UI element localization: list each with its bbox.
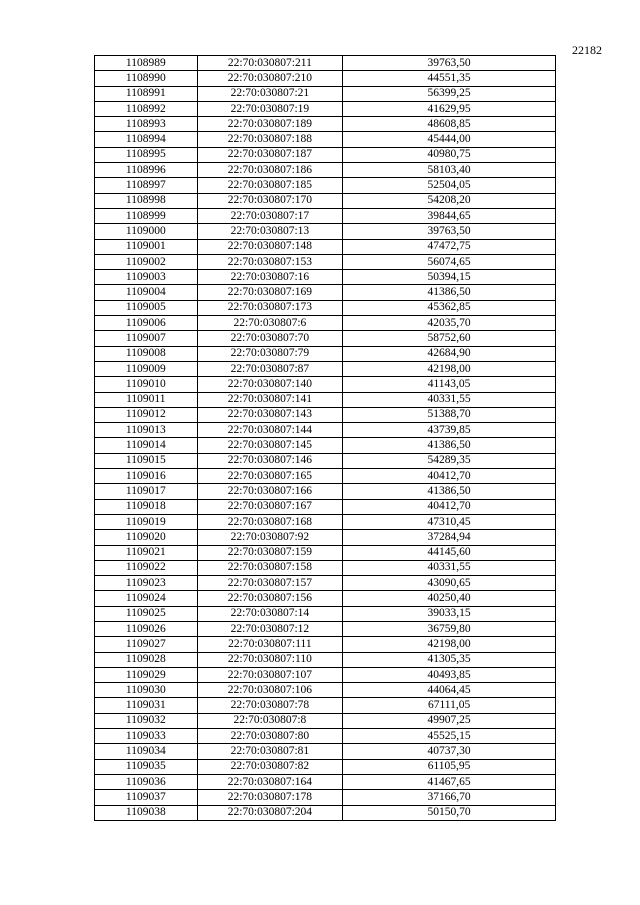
cadastral-number-cell: 22:70:030807:80 xyxy=(197,729,343,744)
table-row xyxy=(95,270,556,285)
cadastral-number-cell: 22:70:030807:156 xyxy=(197,591,343,606)
row-number-cell: 1108992 xyxy=(95,101,198,116)
cadastral-number-cell: 22:70:030807:211 xyxy=(197,56,343,71)
table-row xyxy=(95,377,556,392)
table-row xyxy=(95,300,556,315)
cadastral-number-cell: 22:70:030807:153 xyxy=(197,254,343,269)
value-cell: 41386,50 xyxy=(343,484,556,499)
table-row xyxy=(95,193,556,208)
row-number-cell: 1108998 xyxy=(95,193,198,208)
cadastral-table xyxy=(94,55,556,821)
cadastral-number-cell: 22:70:030807:82 xyxy=(197,759,343,774)
value-cell: 67111,05 xyxy=(343,698,556,713)
value-cell: 40331,55 xyxy=(343,392,556,407)
value-cell: 45444,00 xyxy=(343,132,556,147)
cadastral-number-cell: 22:70:030807:148 xyxy=(197,239,343,254)
cadastral-number-cell: 22:70:030807:19 xyxy=(197,101,343,116)
row-number-cell: 1109003 xyxy=(95,270,198,285)
cadastral-number-cell: 22:70:030807:78 xyxy=(197,698,343,713)
table-row xyxy=(95,576,556,591)
value-cell: 50394,15 xyxy=(343,270,556,285)
value-cell: 54289,35 xyxy=(343,453,556,468)
table-row xyxy=(95,713,556,728)
cadastral-number-cell: 22:70:030807:188 xyxy=(197,132,343,147)
cadastral-number-cell: 22:70:030807:170 xyxy=(197,193,343,208)
table-row xyxy=(95,407,556,422)
value-cell: 40980,75 xyxy=(343,147,556,162)
row-number-cell: 1108999 xyxy=(95,208,198,223)
value-cell: 44551,35 xyxy=(343,71,556,86)
value-cell: 50150,70 xyxy=(343,805,556,820)
table-row xyxy=(95,117,556,132)
table-row xyxy=(95,254,556,269)
value-cell: 43090,65 xyxy=(343,576,556,591)
value-cell: 41305,35 xyxy=(343,652,556,667)
row-number-cell: 1109018 xyxy=(95,499,198,514)
table-row xyxy=(95,285,556,300)
cadastral-number-cell: 22:70:030807:21 xyxy=(197,86,343,101)
table-row xyxy=(95,621,556,636)
cadastral-number-cell: 22:70:030807:187 xyxy=(197,147,343,162)
table-row xyxy=(95,361,556,376)
table-row xyxy=(95,469,556,484)
row-number-cell: 1109004 xyxy=(95,285,198,300)
row-number-cell: 1109034 xyxy=(95,744,198,759)
row-number-cell: 1109028 xyxy=(95,652,198,667)
cadastral-number-cell: 22:70:030807:17 xyxy=(197,208,343,223)
cadastral-number-cell: 22:70:030807:189 xyxy=(197,117,343,132)
row-number-cell: 1109010 xyxy=(95,377,198,392)
cadastral-number-cell: 22:70:030807:111 xyxy=(197,637,343,652)
value-cell: 48608,85 xyxy=(343,117,556,132)
row-number-cell: 1109019 xyxy=(95,514,198,529)
cadastral-number-cell: 22:70:030807:185 xyxy=(197,178,343,193)
cadastral-number-cell: 22:70:030807:6 xyxy=(197,316,343,331)
table-row xyxy=(95,438,556,453)
cadastral-number-cell: 22:70:030807:146 xyxy=(197,453,343,468)
table-row xyxy=(95,591,556,606)
value-cell: 49907,25 xyxy=(343,713,556,728)
row-number-cell: 1109016 xyxy=(95,469,198,484)
table-row xyxy=(95,423,556,438)
row-number-cell: 1109035 xyxy=(95,759,198,774)
value-cell: 58752,60 xyxy=(343,331,556,346)
table-row xyxy=(95,560,556,575)
row-number-cell: 1109032 xyxy=(95,713,198,728)
cadastral-number-cell: 22:70:030807:106 xyxy=(197,683,343,698)
value-cell: 58103,40 xyxy=(343,163,556,178)
cadastral-number-cell: 22:70:030807:144 xyxy=(197,423,343,438)
table-row xyxy=(95,530,556,545)
value-cell: 37284,94 xyxy=(343,530,556,545)
row-number-cell: 1109008 xyxy=(95,346,198,361)
table-row xyxy=(95,316,556,331)
cadastral-number-cell: 22:70:030807:165 xyxy=(197,469,343,484)
row-number-cell: 1109030 xyxy=(95,683,198,698)
table-row xyxy=(95,698,556,713)
row-number-cell: 1108990 xyxy=(95,71,198,86)
cadastral-number-cell: 22:70:030807:166 xyxy=(197,484,343,499)
value-cell: 39033,15 xyxy=(343,606,556,621)
cadastral-number-cell: 22:70:030807:14 xyxy=(197,606,343,621)
value-cell: 40737,30 xyxy=(343,744,556,759)
row-number-cell: 1109013 xyxy=(95,423,198,438)
value-cell: 41386,50 xyxy=(343,438,556,453)
row-number-cell: 1108993 xyxy=(95,117,198,132)
value-cell: 39763,50 xyxy=(343,224,556,239)
row-number-cell: 1108995 xyxy=(95,147,198,162)
table-row xyxy=(95,71,556,86)
table-row xyxy=(95,86,556,101)
cadastral-number-cell: 22:70:030807:87 xyxy=(197,361,343,376)
table-row xyxy=(95,514,556,529)
value-cell: 54208,20 xyxy=(343,193,556,208)
table-row xyxy=(95,683,556,698)
row-number-cell: 1109009 xyxy=(95,361,198,376)
value-cell: 52504,05 xyxy=(343,178,556,193)
row-number-cell: 1109011 xyxy=(95,392,198,407)
row-number-cell: 1109038 xyxy=(95,805,198,820)
value-cell: 42035,70 xyxy=(343,316,556,331)
row-number-cell: 1108997 xyxy=(95,178,198,193)
value-cell: 37166,70 xyxy=(343,790,556,805)
table-row xyxy=(95,56,556,71)
cadastral-number-cell: 22:70:030807:12 xyxy=(197,621,343,636)
row-number-cell: 1108989 xyxy=(95,56,198,71)
row-number-cell: 1109007 xyxy=(95,331,198,346)
value-cell: 40493,85 xyxy=(343,667,556,682)
table-row xyxy=(95,132,556,147)
cadastral-number-cell: 22:70:030807:167 xyxy=(197,499,343,514)
value-cell: 47472,75 xyxy=(343,239,556,254)
table-row xyxy=(95,499,556,514)
table-row xyxy=(95,545,556,560)
value-cell: 45525,15 xyxy=(343,729,556,744)
row-number-cell: 1109014 xyxy=(95,438,198,453)
row-number-cell: 1109000 xyxy=(95,224,198,239)
row-number-cell: 1109025 xyxy=(95,606,198,621)
row-number-cell: 1109017 xyxy=(95,484,198,499)
row-number-cell: 1109020 xyxy=(95,530,198,545)
cadastral-number-cell: 22:70:030807:70 xyxy=(197,331,343,346)
table-row xyxy=(95,224,556,239)
value-cell: 44064,45 xyxy=(343,683,556,698)
table-row xyxy=(95,178,556,193)
cadastral-table-container xyxy=(94,55,556,821)
row-number-cell: 1109015 xyxy=(95,453,198,468)
table-body xyxy=(95,56,556,821)
value-cell: 56399,25 xyxy=(343,86,556,101)
row-number-cell: 1109023 xyxy=(95,576,198,591)
cadastral-number-cell: 22:70:030807:186 xyxy=(197,163,343,178)
table-row xyxy=(95,392,556,407)
value-cell: 41143,05 xyxy=(343,377,556,392)
row-number-cell: 1109001 xyxy=(95,239,198,254)
value-cell: 51388,70 xyxy=(343,407,556,422)
value-cell: 40331,55 xyxy=(343,560,556,575)
table-row xyxy=(95,729,556,744)
row-number-cell: 1108994 xyxy=(95,132,198,147)
cadastral-number-cell: 22:70:030807:81 xyxy=(197,744,343,759)
table-row xyxy=(95,101,556,116)
value-cell: 40250,40 xyxy=(343,591,556,606)
value-cell: 36759,80 xyxy=(343,621,556,636)
value-cell: 56074,65 xyxy=(343,254,556,269)
row-number-cell: 1109021 xyxy=(95,545,198,560)
table-row xyxy=(95,744,556,759)
row-number-cell: 1109005 xyxy=(95,300,198,315)
cadastral-number-cell: 22:70:030807:210 xyxy=(197,71,343,86)
row-number-cell: 1109002 xyxy=(95,254,198,269)
table-row xyxy=(95,805,556,820)
table-row xyxy=(95,147,556,162)
cadastral-number-cell: 22:70:030807:16 xyxy=(197,270,343,285)
value-cell: 41386,50 xyxy=(343,285,556,300)
row-number-cell: 1109006 xyxy=(95,316,198,331)
value-cell: 47310,45 xyxy=(343,514,556,529)
row-number-cell: 1109029 xyxy=(95,667,198,682)
cadastral-number-cell: 22:70:030807:169 xyxy=(197,285,343,300)
table-row xyxy=(95,759,556,774)
value-cell: 39763,50 xyxy=(343,56,556,71)
cadastral-number-cell: 22:70:030807:173 xyxy=(197,300,343,315)
row-number-cell: 1108996 xyxy=(95,163,198,178)
table-row xyxy=(95,208,556,223)
row-number-cell: 1109024 xyxy=(95,591,198,606)
row-number-cell: 1109022 xyxy=(95,560,198,575)
value-cell: 43739,85 xyxy=(343,423,556,438)
cadastral-number-cell: 22:70:030807:8 xyxy=(197,713,343,728)
value-cell: 41629,95 xyxy=(343,101,556,116)
table-row xyxy=(95,239,556,254)
table-row xyxy=(95,453,556,468)
table-row xyxy=(95,163,556,178)
cadastral-number-cell: 22:70:030807:110 xyxy=(197,652,343,667)
cadastral-number-cell: 22:70:030807:204 xyxy=(197,805,343,820)
row-number-cell: 1109036 xyxy=(95,774,198,789)
row-number-cell: 1109027 xyxy=(95,637,198,652)
cadastral-number-cell: 22:70:030807:145 xyxy=(197,438,343,453)
cadastral-number-cell: 22:70:030807:178 xyxy=(197,790,343,805)
cadastral-number-cell: 22:70:030807:79 xyxy=(197,346,343,361)
page-number: 22182 xyxy=(572,43,602,57)
table-row xyxy=(95,790,556,805)
value-cell: 40412,70 xyxy=(343,499,556,514)
value-cell: 42198,00 xyxy=(343,637,556,652)
table-row xyxy=(95,346,556,361)
row-number-cell: 1109037 xyxy=(95,790,198,805)
row-number-cell: 1108991 xyxy=(95,86,198,101)
value-cell: 41467,65 xyxy=(343,774,556,789)
table-row xyxy=(95,774,556,789)
cadastral-number-cell: 22:70:030807:13 xyxy=(197,224,343,239)
row-number-cell: 1109026 xyxy=(95,621,198,636)
table-row xyxy=(95,652,556,667)
cadastral-number-cell: 22:70:030807:92 xyxy=(197,530,343,545)
row-number-cell: 1109033 xyxy=(95,729,198,744)
row-number-cell: 1109031 xyxy=(95,698,198,713)
table-row xyxy=(95,484,556,499)
value-cell: 44145,60 xyxy=(343,545,556,560)
cadastral-number-cell: 22:70:030807:141 xyxy=(197,392,343,407)
value-cell: 39844,65 xyxy=(343,208,556,223)
cadastral-number-cell: 22:70:030807:164 xyxy=(197,774,343,789)
cadastral-number-cell: 22:70:030807:158 xyxy=(197,560,343,575)
value-cell: 42684,90 xyxy=(343,346,556,361)
value-cell: 45362,85 xyxy=(343,300,556,315)
cadastral-number-cell: 22:70:030807:140 xyxy=(197,377,343,392)
table-row xyxy=(95,637,556,652)
value-cell: 42198,00 xyxy=(343,361,556,376)
row-number-cell: 1109012 xyxy=(95,407,198,422)
table-row xyxy=(95,667,556,682)
cadastral-number-cell: 22:70:030807:143 xyxy=(197,407,343,422)
value-cell: 40412,70 xyxy=(343,469,556,484)
cadastral-number-cell: 22:70:030807:168 xyxy=(197,514,343,529)
cadastral-number-cell: 22:70:030807:157 xyxy=(197,576,343,591)
table-row xyxy=(95,606,556,621)
value-cell: 61105,95 xyxy=(343,759,556,774)
cadastral-number-cell: 22:70:030807:159 xyxy=(197,545,343,560)
cadastral-number-cell: 22:70:030807:107 xyxy=(197,667,343,682)
table-row xyxy=(95,331,556,346)
